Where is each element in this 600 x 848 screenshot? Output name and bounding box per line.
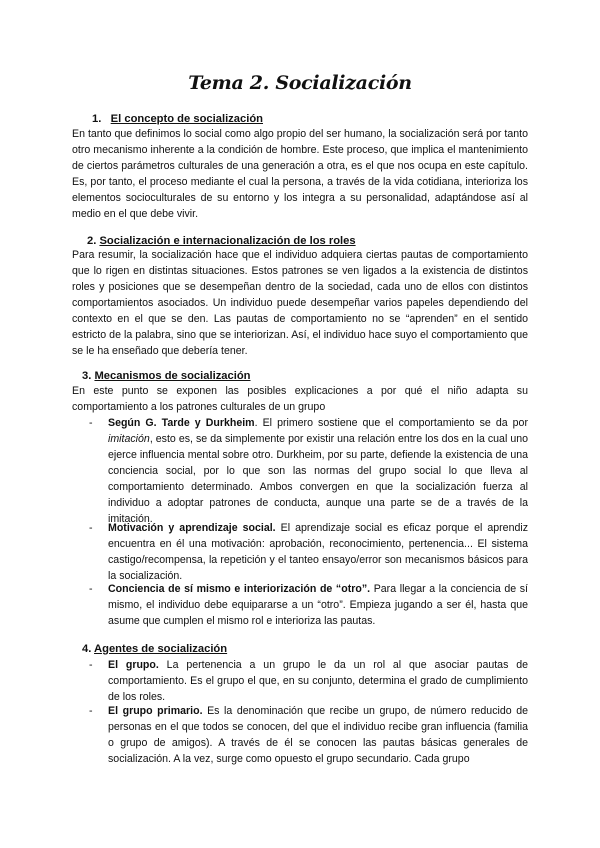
section-4-title: Agentes de socialización — [94, 643, 228, 655]
page-title: Tema 2. Socialización — [188, 72, 412, 94]
list-item-text: Para llegar a la conciencia de sí mismo, el individuo debe equipararse a un “otro”. Empieza jugando a ser él, hasta que asume que cumplen el mismo rol e interioriza las pautas. — [108, 583, 528, 627]
section-1-heading — [92, 112, 263, 127]
list-item-text: Es la denominación que recibe un grupo, de número reducido de personas en el que todos se conocen, del que el individuo recibe gran influencia (familia o grupo de amigos). A través de él se conocen las pautas básicas generales de socialización. A la vez, surge como opuesto el grupo secundario. Cada grupo — [108, 705, 528, 765]
list-item-text: El aprendizaje social es eficaz porque el aprendiz encuentra en él una motivación: aprobación, reconocimiento, pertenencia... El sistema castigo/recompensa, la repetición y el tanteo ensayo/error son mecanismos básicos para la socialización. — [108, 522, 528, 582]
list-item-bold: El grupo primario. — [108, 705, 203, 717]
list-item — [89, 581, 528, 629]
section-2-title: Socialización e internacionalización de los roles — [99, 235, 356, 247]
list-item-text: . El primero sostiene que el comportamiento se da por — [254, 417, 528, 429]
bullet-dash: - — [89, 659, 93, 671]
section-2-number: 2. — [87, 235, 97, 247]
list-item-bold: El grupo. — [108, 659, 159, 671]
section-3-heading — [82, 369, 251, 384]
bullet-dash: - — [89, 705, 93, 717]
section-3-paragraph: En este punto se exponen las posibles explicaciones a por qué el niño adapta su comportamiento a los patrones culturales de un grupo — [72, 385, 528, 413]
bullet-dash: - — [89, 522, 93, 534]
section-1-paragraph: En tanto que definimos lo social como algo propio del ser humano, la socialización será por tanto otro mecanismo inherente a la condición de hombre. Este proceso, que implica el mantenimiento de ciertos parámetros culturales de una generación a otra, es el que nos ocupa en este capítulo. Es, por tanto, el proceso mediante el cual la persona, a través de la vida cotidiana, interioriza los elementos socioculturales de su entorno y los integra a su personalidad, adaptándose así al medio en el que debe vivir. — [72, 128, 528, 220]
list-item-bold: Conciencia de sí mismo e interiorización de “otro”. — [108, 583, 371, 595]
section-4-number: 4. — [82, 643, 92, 655]
section-4-heading — [82, 642, 227, 657]
list-item-italic: imitación — [108, 433, 150, 445]
section-1-number: 1. — [92, 113, 102, 125]
list-item-bold: Motivación y aprendizaje social. — [108, 522, 276, 534]
list-item-text: , esto es, se da simplemente por existir una relación entre los dos en la cual uno ejerce influencia mental sobre otro. Durkheim, por su parte, defiende la existencia de una conciencia social, por lo que son las normas del grupo social lo que lleva al comportamiento determinado. Ambos convergen en que la socialización fuerza al individuo a adoptar patrones de conducta, aunque una parte se de a través de la imitación. — [108, 433, 528, 525]
section-3-title: Mecanismos de socialización — [94, 370, 251, 382]
bullet-dash: - — [89, 417, 93, 429]
list-item — [89, 415, 528, 527]
list-item-text: La pertenencia a un grupo le da un rol al que asociar pautas de comportamiento. Es el grupo el que, en su conjunto, determina el grado de cumplimiento de los roles. — [108, 659, 529, 703]
list-item — [89, 520, 528, 584]
section-1-title: El concepto de socialización — [110, 113, 263, 125]
bullet-dash: - — [89, 583, 93, 595]
list-item — [89, 657, 528, 705]
section-3-number: 3. — [82, 370, 92, 382]
list-item-bold: Según G. Tarde y Durkheim — [108, 417, 255, 429]
list-item — [89, 703, 528, 767]
section-2-paragraph: Para resumir, la socialización hace que el individuo adquiera ciertas pautas de comportamiento que lo rigen en distintas situaciones. Estos patrones se ven ligados a la existencia de distintos roles y posiciones que se desempeñan dentro de la sociedad, cada uno de ellos con distintos comportamientos asociados. Un individuo puede desempeñar varios papeles dependiendo del contexto en el que se den. Las pautas de comportamiento no se “aprenden” en el sentido estricto de la palabra, sino que se interiorizan. Así, el individuo hace suyo el comportamiento que se le ha enseñado que debería tener. — [72, 249, 528, 357]
